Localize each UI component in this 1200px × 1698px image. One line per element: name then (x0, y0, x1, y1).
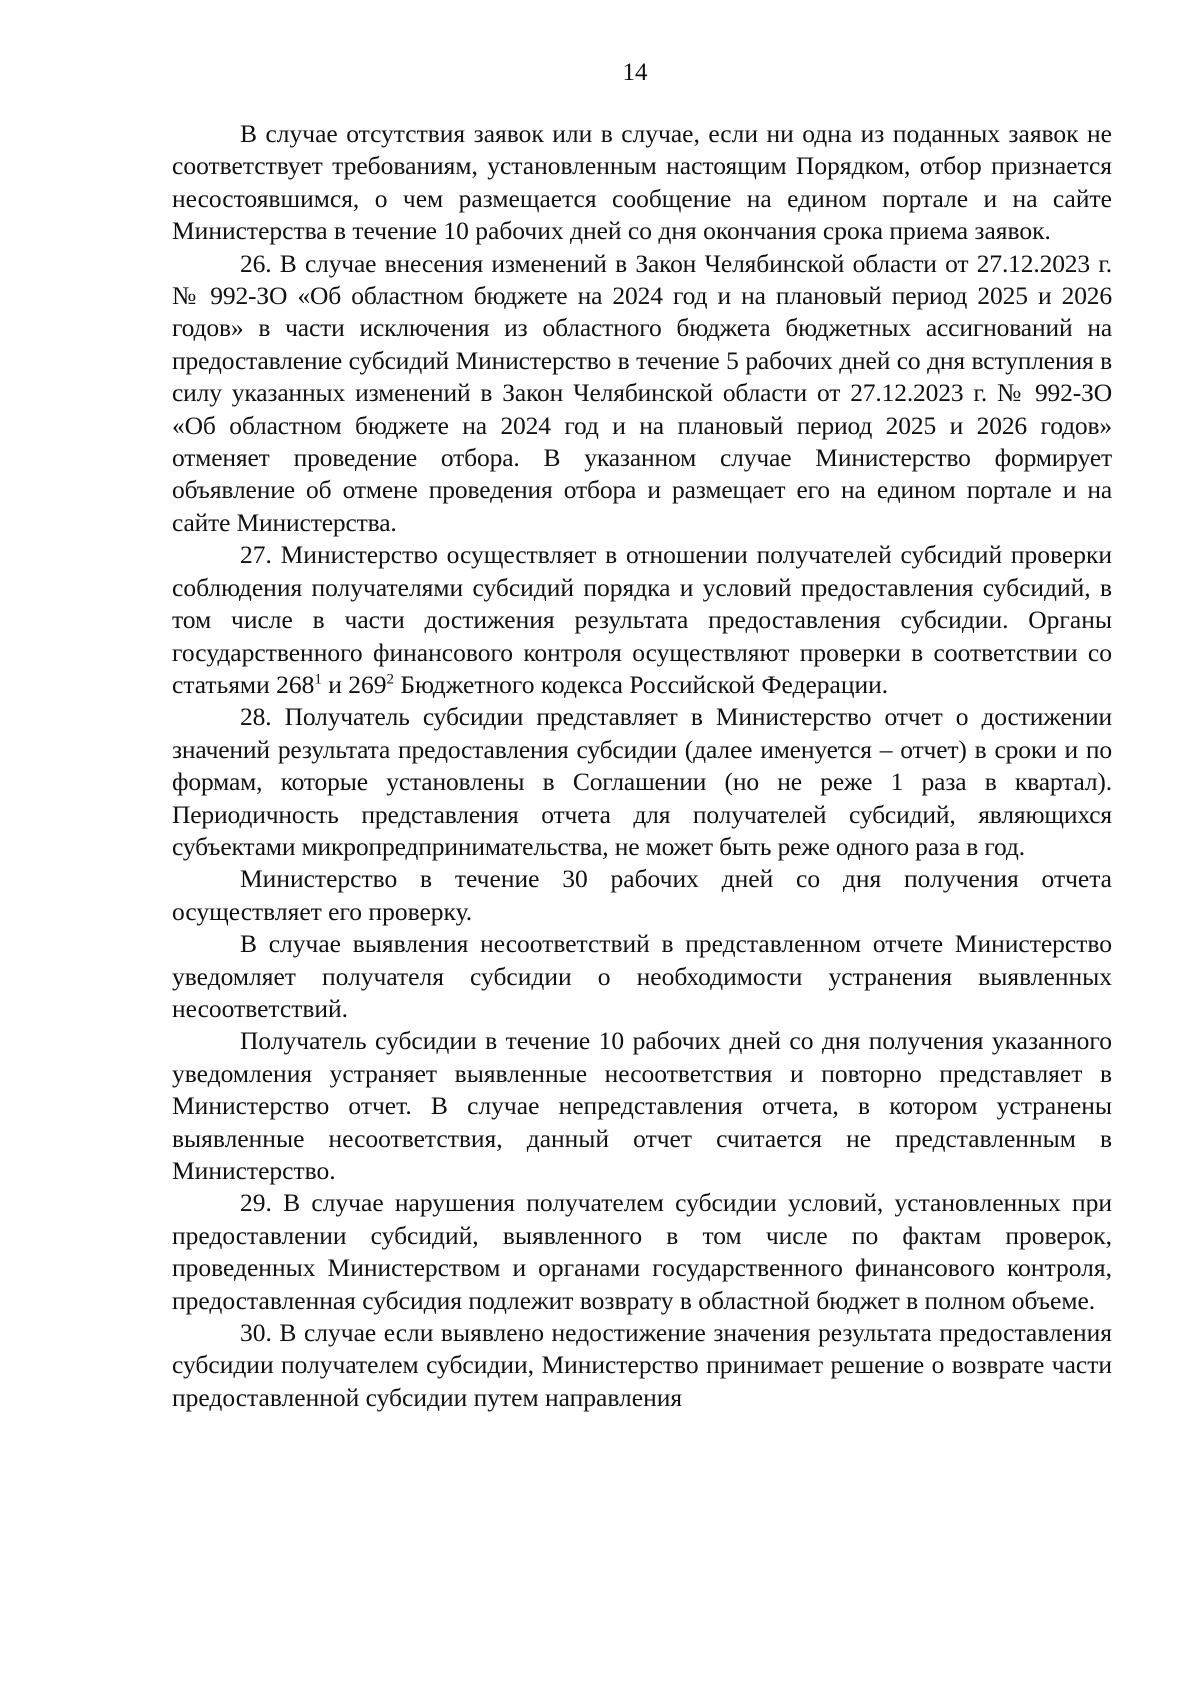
paragraph-28-check: Министерство в течение 30 рабочих дней со дня получения отчета осуществляет его проверку. (172, 864, 1112, 926)
paragraph-25-continuation: В случае отсутствия заявок или в случае, если ни одна из поданных заявок не соответствует требованиям, установленным настоящим Порядком, отбор признается несостоявшимся, о чем размещается сообщение на едином портале и на сайте Министерства в течение 10 рабочих дней со дня окончания срока приема заявок. (172, 119, 1112, 246)
article-superscript-1: 1 (314, 671, 322, 688)
paragraph-28-fix: Получатель субсидии в течение 10 рабочих дней со дня получения указанного уведомления устраняет выявленные несоответствия и повторно представляет в Министерство отчет. В случае непредставления отчета, в котором устранены выявленные несоответствия, данный отчет считается не представленным в Министерство. (172, 1026, 1112, 1185)
paragraph-26: 26. В случае внесения изменений в Закон Челябинской области от 27.12.2023 г. № 992-ЗО «Об областном бюджете на 2024 год и на плановый период 2025 и 2026 годов» в части исключения из областного бюджета бюджетных ассигнований на предоставление субсидий Министерство в течение 5 рабочих дней со дня вступления в силу указанных изменений в Закон Челябинской области от 27.12.2023 г. № 992-ЗО «Об областном бюджете на 2024 год и на плановый период 2025 и 2026 годов» отменяет проведение отбора. В указанном случае Министерство формирует объявление об отмене проведения отбора и размещает его на едином портале и на сайте Министерства. (172, 248, 1112, 537)
paragraph-27 (172, 539, 1112, 701)
paragraph-28-notify: В случае выявления несоответствий в представленном отчете Министерство уведомляет получателя субсидии о необходимости устранения выявленных несоответствий. (172, 929, 1112, 1023)
document-body (172, 118, 1112, 1414)
paragraph-27-text-start: 27. Министерство осуществляет в отношении получателей субсидий проверки соблюдения получателями субсидий порядка и условий предоставления субсидий, в том числе в части достижения результата предоставления субсидии. Органы государственного финансового контроля осуществляют проверки в соответствии со статьями 268 (172, 540, 1112, 699)
paragraph-29: 29. В случае нарушения получателем субсидии условий, установленных при предоставлении субсидий, выявленного в том числе по фактам проверок, проведенных Министерством и органами государственного финансового контроля, предоставленная субсидия подлежит возврату в областной бюджет в полном объеме. (172, 1188, 1112, 1315)
paragraph-27-text-middle: и 269 (321, 669, 387, 699)
paragraph-30: 30. В случае если выявлено недостижение значения результата предоставления субсидии получателем субсидии, Министерство принимает решение о возврате части предоставленной субсидии путем направления (172, 1318, 1112, 1412)
paragraph-27-text-end: Бюджетного кодекса Российской Федерации. (394, 669, 889, 699)
page-number: 14 (622, 59, 648, 86)
article-superscript-2: 2 (386, 671, 394, 688)
paragraph-28: 28. Получатель субсидии представляет в Министерство отчет о достижении значений результата предоставления субсидии (далее именуется – отчет) в сроки и по формам, которые установлены в Соглашении (но не реже 1 раза в квартал). Периодичность представления отчета для получателей субсидий, являющихся субъектами микропредпринимательства, не может быть реже одного раза в год. (172, 702, 1112, 861)
